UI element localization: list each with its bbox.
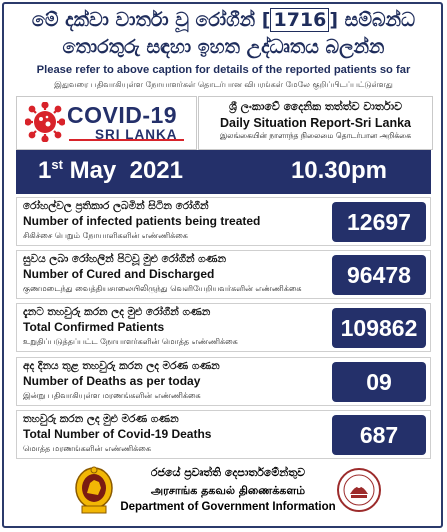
- stat-label-sinhala: දැනට තහවුරු කරන ලද මුළු රෝගීන් ගණන: [23, 306, 211, 318]
- stat-label-sinhala: සුවය ලබා රෝහලින් පිටවූ මුළු රෝගීන් ගණන: [23, 253, 226, 265]
- stat-label-english: Total Confirmed Patients: [23, 320, 165, 334]
- stat-value: 687: [332, 415, 426, 455]
- date-bar: [16, 150, 431, 194]
- stat-value: 09: [332, 362, 426, 402]
- stat-label-sinhala: රෝහල්වල ප්‍රතිකාර ලබමින් සිටින රෝගීන්: [23, 200, 209, 212]
- header-line-1-text-b: ] සම්බන්ධ: [329, 9, 416, 31]
- report-time: 10.30pm: [290, 157, 387, 184]
- stat-value: 96478: [332, 255, 426, 295]
- header-english-note: Please refer to above caption for details of the reported patients so far: [36, 64, 411, 76]
- header-line-1-text-a: මේ දක්වා වාර්තා වූ රෝගීන් [: [31, 9, 271, 31]
- reported-patients-count: 1716: [270, 8, 329, 32]
- stat-label-english: Number of Deaths as per today: [23, 374, 201, 388]
- stat-cured-discharged: [16, 250, 431, 299]
- stat-total-deaths: [16, 410, 431, 459]
- stat-total-confirmed: [16, 303, 431, 352]
- department-name-english: Department of Government Information: [120, 501, 336, 513]
- date-day: 1: [38, 157, 52, 184]
- date-month-year: May 2021: [62, 157, 184, 184]
- stat-value: 109862: [332, 308, 426, 348]
- covid-logo-subtitle: SRI LANKA: [95, 127, 178, 142]
- stat-label-english: Number of infected patients being treated: [23, 214, 261, 228]
- stat-infected-under-treatment: [16, 197, 431, 246]
- header-tamil-note: இதுவரை பதிவாகியுள்ள நோயாளர்கள் தொடர்பான விபரங்கள் மேலே குறிப்பிடப்பட்டுள்ளது: [54, 80, 393, 89]
- stat-deaths-today: [16, 357, 431, 406]
- stat-label-english: Total Number of Covid-19 Deaths: [23, 427, 212, 441]
- virus-icon: [25, 102, 65, 142]
- department-name-tamil: அரசாங்க தகவல் திணைக்களம்: [150, 484, 306, 497]
- stat-label-tamil: இன்று பதிவாகியுள்ள மரணங்களின் எண்ணிக்கை: [23, 391, 201, 400]
- department-name-sinhala: රජයේ ප්‍රවෘත්ති දෙපාර්තමේන්තුව: [150, 466, 306, 479]
- footer: [16, 463, 431, 521]
- stat-label-tamil: சிகிச்சை பெறும் நோயாளிகளின் எண்ணிக்கை: [23, 231, 188, 240]
- report-title-box: [198, 96, 433, 150]
- stat-label-tamil: குணமடைந்து வைத்தியசாலையிலிருந்து வெளியேறியவர்களின் எண்ணிக்கை: [23, 284, 302, 293]
- covid-logo: [16, 96, 197, 150]
- report-title-english: Daily Situation Report-Sri Lanka: [219, 116, 411, 130]
- header-line-1: [0, 9, 447, 31]
- report-date: [38, 157, 183, 185]
- stat-label-english: Number of Cured and Discharged: [23, 267, 215, 281]
- header-line-2: තොරතුරු සඳහා ඉහත උද්ධෘතය බලන්න: [62, 36, 385, 58]
- report-title-sinhala: ශ්‍රී ලංකාවේ දෛනික තත්ත්ව වාර්තාව: [228, 100, 403, 113]
- date-suffix: st: [51, 157, 63, 172]
- covid-logo-title: COVID-19: [67, 102, 178, 128]
- stat-label-tamil: மொத்த மரணங்களின் எண்ணிக்கை: [23, 444, 151, 453]
- stat-label-sinhala: තහවුරු කරන ලද මුළු මරණ ගණන: [23, 413, 179, 425]
- stat-label-tamil: உறுதிப்படுத்தப்பட்ட நோயாளர்களின் மொத்த எண்ணிக்கை: [23, 337, 238, 346]
- department-seal-icon: [336, 467, 382, 513]
- sri-lanka-emblem-icon: [74, 466, 114, 516]
- stat-label-sinhala: අද දිනය තුළ තහවුරු කරන ලද මරණ ගණන: [23, 360, 220, 372]
- stat-value: 12697: [332, 202, 426, 242]
- report-title-tamil: இலங்கையின் நாளாந்த நிலைமை தொடர்பான அறிக்கை: [219, 131, 412, 140]
